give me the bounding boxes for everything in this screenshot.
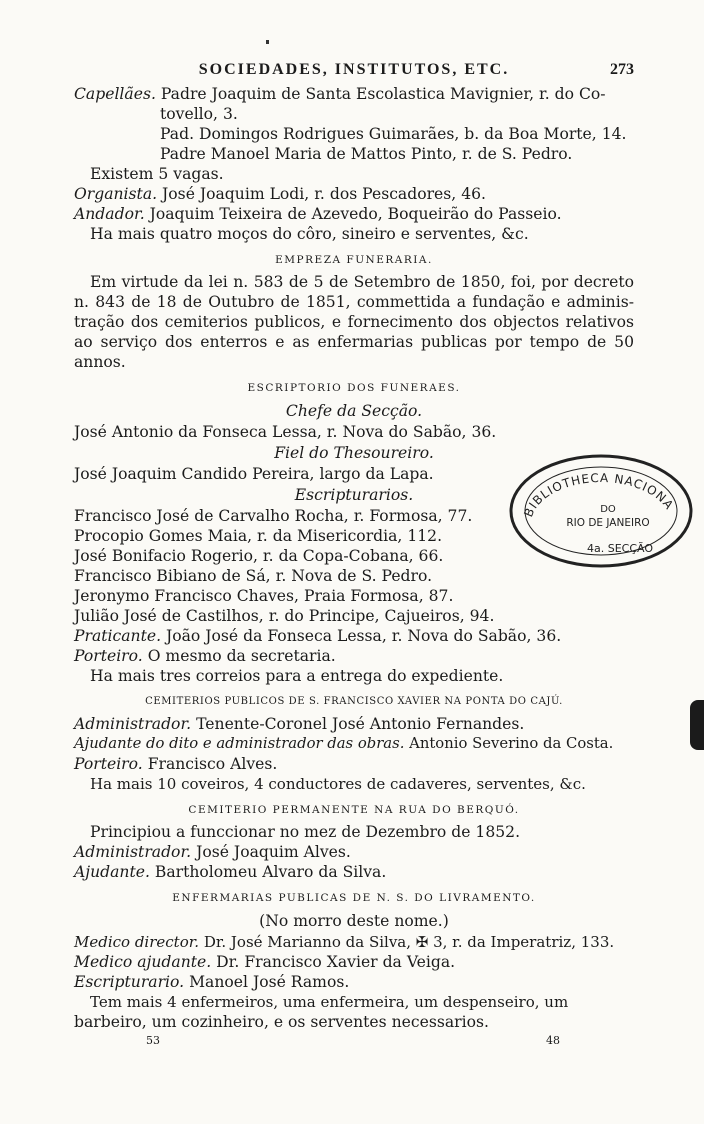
subheading-chefe: Chefe da Secção. [285, 402, 423, 420]
role-label: Porteiro. [74, 755, 143, 773]
stamp-city: RIO DE JANEIRO [566, 517, 650, 529]
perm-adm-line [74, 842, 634, 862]
stamp-do: DO [600, 504, 616, 515]
escripturario-entry: Julião José de Castilhos, r. do Principe, Cajueiros, 94. [74, 607, 495, 625]
existem-vagas: Existem 5 vagas. [90, 165, 224, 183]
role-label: Capellães. [74, 85, 156, 103]
cem-adm-line [74, 714, 634, 734]
role-label: Praticante. [74, 627, 162, 645]
chefe-entry: José Antonio da Fonseca Lessa, r. Nova do Sabão, 36. [74, 423, 497, 441]
role-label: Ajudante. [74, 863, 150, 881]
entry-text: Antonio Severino da Costa. [409, 735, 614, 752]
stamp-top-text: BIBLIOTHECA NACIONA [521, 470, 677, 520]
organista-line [74, 184, 634, 204]
svg-text:BIBLIOTHECA NACIONAL [508, 452, 677, 519]
page-footer [74, 1034, 634, 1054]
enf-escrip-line [74, 972, 634, 992]
entry-text: O mesmo da secretaria. [147, 647, 336, 665]
page-number: 273 [610, 61, 634, 78]
running-header [74, 56, 634, 84]
library-stamp [508, 452, 694, 570]
fiel-entry: José Joaquim Candido Pereira, largo da Lapa. [74, 465, 434, 483]
tem-mais-line-1: Tem mais 4 enfermeiros, uma enfermeira, um despenseiro, um [90, 993, 569, 1011]
role-label: Administrador. [74, 715, 192, 733]
role-label: Organista. [74, 185, 158, 203]
med-dir-line [74, 932, 634, 952]
library-stamp-graphic [508, 452, 694, 570]
entry-text: Dr. Francisco Xavier da Veiga. [216, 953, 456, 971]
andador-line [74, 204, 634, 224]
principiou-line: Principiou a funccionar no mez de Dezembro de 1852. [90, 823, 521, 841]
page-tab-mark [690, 700, 704, 750]
escripturario-entry: Francisco José de Carvalho Rocha, r. Formosa, 77. [74, 507, 473, 525]
section-heading-empreza: EMPREZA FUNERARIA. [275, 254, 433, 266]
entry-text: José Joaquim Alves. [196, 843, 351, 861]
enfermarias-subheading: (No morro deste nome.) [259, 912, 449, 930]
entry-text: Bartholomeu Alvaro da Silva. [154, 863, 387, 881]
entry-text: Tenente-Coronel José Antonio Fernandes. [196, 715, 525, 733]
escripturario-entry: Francisco Bibiano de Sá, r. Nova de S. Pedro. [74, 567, 433, 585]
cem-ajud-line [74, 734, 634, 754]
perm-ajud-line [74, 862, 634, 882]
capellaes-line-1b: tovello, 3. [160, 105, 238, 123]
section-heading-cemiterios: CEMITERIOS PUBLICOS DE S. FRANCISCO XAVIER NA PONTA DO CAJÚ. [145, 696, 563, 707]
subheading-escripturarios: Escripturarios. [294, 486, 414, 504]
subheading-fiel: Fiel do Thesoureiro. [274, 444, 434, 462]
role-label: Porteiro. [74, 647, 143, 665]
escripturario-entry: José Bonifacio Rogerio, r. da Copa-Cobana, 66. [74, 547, 444, 565]
escripturario-entry: Jeronymo Francisco Chaves, Praia Formosa, 87. [74, 587, 454, 605]
porteiro-line [74, 646, 634, 666]
stamp-section: 4a. SECÇÃO [586, 542, 654, 555]
capellaes-line-2: Pad. Domingos Rodrigues Guimarães, b. da Boa Morte, 14. [160, 125, 627, 143]
cem-port-line [74, 754, 634, 774]
header-title: SOCIEDADES, INSTITUTOS, ETC. [198, 61, 510, 78]
escripturario-entry: Procopio Gomes Maia, r. da Misericordia, 112. [74, 527, 443, 545]
entry-text: Joaquim Teixeira de Azevedo, Boqueirão do Passeio. [149, 205, 562, 223]
tem-mais-line-2: barbeiro, um cozinheiro, e os serventes necessarios. [74, 1013, 489, 1031]
role-label: Medico ajudante. [74, 953, 212, 971]
entry-text: Dr. José Marianno da Silva, ✠ 3, r. da Imperatriz, 133. [203, 933, 615, 951]
praticante-line [74, 626, 634, 646]
signature-mark-left: 53 [146, 1034, 160, 1047]
med-ajud-line [74, 952, 634, 972]
role-label: Escripturario. [74, 973, 185, 991]
capellaes-line-3: Padre Manoel Maria de Mattos Pinto, r. de S. Pedro. [160, 145, 573, 163]
role-label: Ajudante do dito e administrador das obras. [74, 735, 405, 752]
role-label: Administrador. [74, 843, 192, 861]
role-label: Andador. [74, 205, 145, 223]
section-heading-cemiterio-permanente: CEMITERIO PERMANENTE NA RUA DO BERQUÓ. [188, 804, 520, 816]
role-label: Medico director. [74, 933, 200, 951]
entry-text: José Joaquim Lodi, r. dos Pescadores, 46. [162, 185, 486, 203]
entry-text: Padre Joaquim de Santa Escolastica Mavignier, r. do Co- [160, 85, 606, 103]
signature-mark-right: 48 [546, 1034, 560, 1047]
entry-text: Manoel José Ramos. [189, 973, 350, 991]
cem-ha-mais: Ha mais 10 coveiros, 4 conductores de cadaveres, serventes, &c. [90, 775, 586, 793]
entry-text: João José da Fonseca Lessa, r. Nova do Sabão, 36. [166, 627, 562, 645]
ha-mais-correios: Ha mais tres correios para a entrega do expediente. [90, 667, 504, 685]
entry-text: Francisco Alves. [147, 755, 278, 773]
ha-mais-coro: Ha mais quatro moços do côro, sineiro e serventes, &c. [90, 225, 529, 243]
capellaes-line-1 [74, 84, 634, 104]
empreza-paragraph: Em virtude da lei n. 583 de 5 de Setembro de 1850, foi, por decreto n. 843 de 18 de Outubro de 1851, commettida a fundação e administração dos cemiterios publicos, e fornecimento dos objectos relativos ao serviço dos enterros e as enfermarias publicas por tempo de 50 annos. [74, 273, 634, 371]
section-heading-enfermarias: ENFERMARIAS PUBLICAS DE N. S. DO LIVRAMENTO. [172, 892, 536, 904]
ink-speck [266, 40, 269, 44]
section-heading-escriptorio: ESCRIPTORIO DOS FUNERAES. [247, 382, 461, 394]
